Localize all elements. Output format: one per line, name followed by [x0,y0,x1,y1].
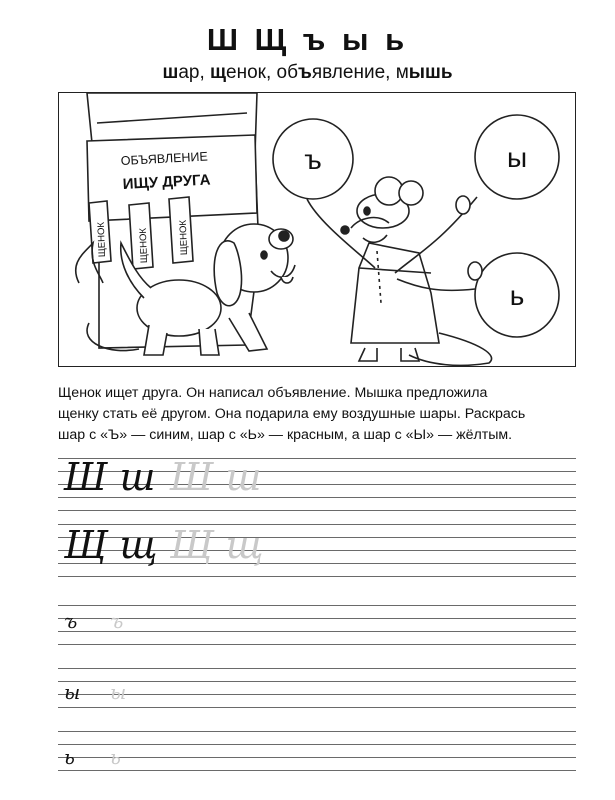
story-line-3: шар с «Ъ» — синим, шар с «Ь» — красным, а шар с «Ы» — жёлтым. [58,427,513,443]
page-title: Ш Щ ъ ы ь [206,22,409,57]
subtitle-word-3: объявление, [276,62,391,83]
trace-letters-row-5: ь [110,745,121,769]
balloon-letter-3: ь [509,280,525,311]
sample-letters-row-5: ь [64,745,75,769]
trace-letters-row-4: ы [110,680,127,704]
subtitle-words [0,62,615,84]
subtitle-word-4: мышь [395,62,453,83]
sample-letters-row-4: ы [64,680,81,704]
tear-tab-label-1: ЩЕНОК [95,221,108,258]
story-line-1: Щенок ищет друга. Он написал объявление. Мышка предложила [58,385,488,401]
tear-tab-label-3: ЩЕНОК [177,219,190,256]
balloon-letter-2: ы [506,142,528,173]
illustration-frame [58,92,576,367]
balloon-letter-1: ъ [304,144,322,175]
subtitle-word-2: щенок, [210,62,272,83]
illustration [59,93,576,367]
poster-text: ИЩУ ДРУГА [122,171,211,193]
trace-letters-row-3: ъ [110,609,124,633]
tear-tab-label-2: ЩЕНОК [137,227,150,264]
sample-letters-row-1: Ш ш [64,455,156,499]
sample-letters-row-3: ъ [64,609,78,633]
story-text [58,383,578,446]
story-line-2: щенку стать её другом. Она подарила ему воздушные шары. Раскрась [58,406,526,422]
trace-letters-row-1: Ш ш [170,455,262,499]
subtitle-word-1: шар, [162,62,205,83]
sample-letters-row-2: Щ щ [64,523,158,567]
poster-title: ОБЪЯВЛЕНИЕ [120,149,209,168]
trace-letters-row-2: Щ щ [170,523,264,567]
